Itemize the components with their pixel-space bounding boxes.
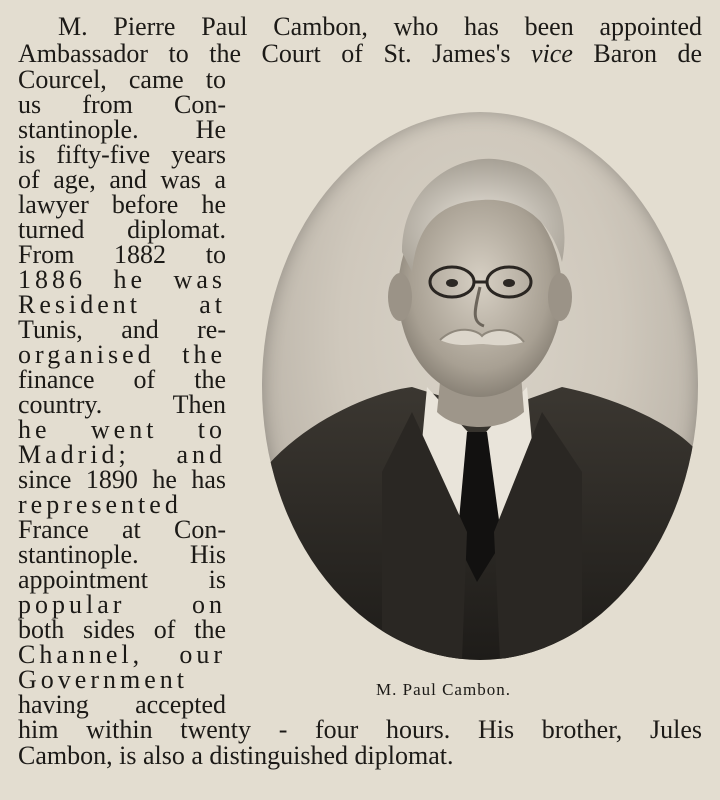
article-line-9: turned diplomat. [18,215,226,244]
article-line-12: Resident at [18,290,226,319]
article-line-19: since 1890 he has [18,465,226,494]
article-line-5: stantinople. He [18,115,226,144]
article-line-13: Tunis, and re- [18,315,226,344]
article-line-27: Government [18,665,188,694]
article-line-30: Cambon, is also a distinguished diplomat. [18,741,454,770]
article-line-3: Courcel, came to [18,65,226,94]
article-line-2: Ambassador to the Court of St. James's vice Baron de [18,39,703,68]
article-line-1: M. Pierre Paul Cambon, who has been appointed [58,12,702,41]
article-line-7: of age, and was a [18,165,226,194]
article-line-4: us from Con- [18,90,226,119]
article-line-20: represented [18,490,182,519]
italic-word: vice [531,39,573,68]
article-line-15: finance of the [18,365,226,394]
article-line-25: both sides of the [18,615,226,644]
portrait-illustration [262,112,698,660]
article-line-21: France at Con- [18,515,226,544]
portrait-caption: M. Paul Cambon. [376,680,511,699]
article-line-24: popular on [18,590,226,619]
article-line-28: having accepted [18,690,226,719]
article-line-10: From 1882 to [18,240,226,269]
article-line-11: 1886 he was [18,265,226,294]
article-line-16: country. Then [18,390,226,419]
portrait-photo [262,112,698,660]
article-line-29: him within twenty - four hours. His brother, Jules [18,715,702,744]
article-line-6: is fifty-five years [18,140,226,169]
article-line-8: lawyer before he [18,190,226,219]
article-line-14: organised the [18,340,226,369]
article-line-23: appointment is [18,565,226,594]
article-line-17: he went to [18,415,226,444]
article-line-18: Madrid; and [18,440,226,469]
article-line-22: stantinople. His [18,540,226,569]
article-line-26: Channel, our [18,640,226,669]
